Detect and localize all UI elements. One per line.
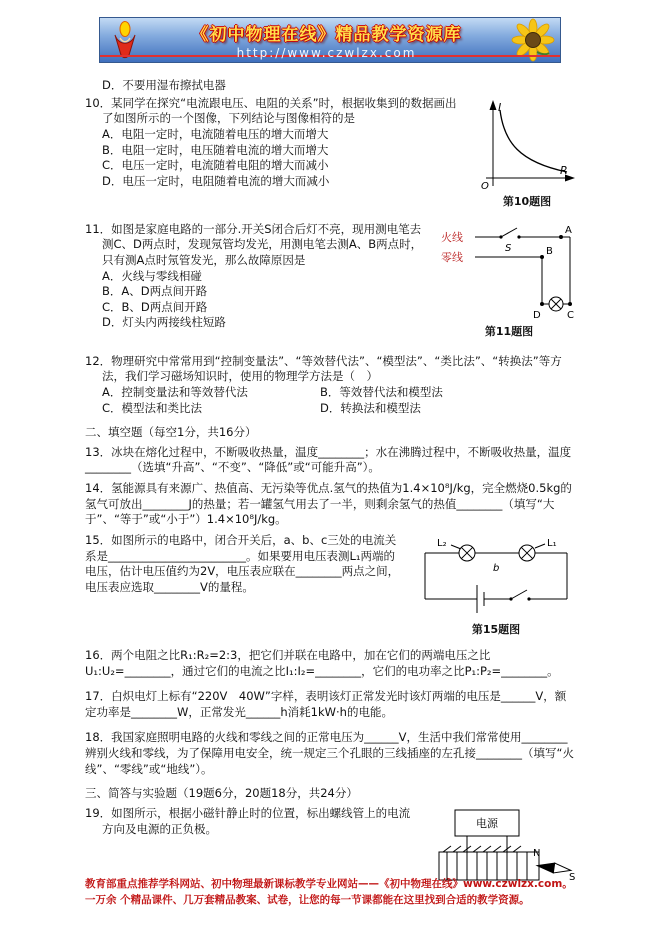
switch-label: S: [505, 242, 512, 254]
question-11-option-b: B．A、D两点间开路: [102, 284, 208, 299]
lamp-l1-label: L₁: [547, 537, 557, 549]
question-10-stem: 10．某同学在探究“电流跟电压、电阻的关系”时，根据收集到的数据画出了如图所示的一个图像，下列结论与图像相符的是: [85, 95, 457, 126]
figure-q15: [415, 535, 577, 638]
household-circuit-diagram: [441, 224, 577, 320]
question-19-text: 19．如图所示，根据小磁针静止时的位置，标出螺线管上的电流方向及电源的正负极。: [85, 805, 411, 836]
question-12-options-row1: [85, 385, 577, 401]
series-circuit-diagram: [415, 535, 577, 617]
iv-curve-graph: [477, 98, 577, 190]
question-11-option-d: D．灯头内两接线柱短路: [102, 315, 226, 330]
point-a-label: A: [565, 224, 572, 236]
footer-line-2: 个精品课件、几万套精品教案、试卷，让您的每一节课都能在这里找到合适的教学资源。: [120, 893, 530, 906]
question-12-options-row2: [85, 401, 577, 417]
exam-body: [85, 78, 577, 906]
question-10-option-c: C．电压一定时，电流随着电阻的增大而减小: [102, 158, 329, 173]
section-3-heading: 三、简答与实验题（19题6分，20题18分，共24分）: [85, 786, 358, 801]
solenoid-coil: [439, 846, 539, 880]
question-16: 16．两个电阻之比R₁:R₂=2:3，把它们并联在电路中，加在它们的两端电压之比 U₁:U₂=________，通过它们的电流之比I₁:I₂=________，它们的电功率之比P₁:P₂=________。: [85, 647, 559, 678]
question-14: 14．氢能源具有来源广、热值高、无污染等优点.氢气的热值为1.4×10⁸J/kg，完全燃烧0.5kg的氢气可放出________J的热量；若一罐氢气用去了一半，则剩余氢气的热值________（填写“大于”、“等于”或“小于”）1.4×10⁸J/kg。: [85, 481, 572, 527]
question-9-option-d: D．不要用湿布擦拭电器: [102, 78, 226, 92]
power-supply-label: 电源: [476, 816, 498, 830]
lamp-l2-label: L₂: [437, 537, 447, 549]
point-b-label: B: [546, 245, 553, 257]
needle-n-label: N: [533, 847, 541, 859]
figure-q10: [477, 98, 577, 211]
figure-q11: [441, 224, 577, 341]
section-2-heading: 二、填空题（每空1分，共16分）: [85, 425, 257, 440]
question-15-text: 15．如图所示的电路中，闭合开关后，a、b、c三处的电流关系是________________________。如果要用电压表测L₁两端的电压，估计电压值约为2V，电压表应联在________两点之间，电压表应选取________V的量程。: [85, 532, 400, 594]
torch-logo-icon: [108, 20, 142, 60]
figure-q11-caption: 第11题图: [484, 325, 534, 339]
live-wire-label: 火线: [441, 230, 463, 244]
point-c-label: C: [567, 309, 574, 320]
question-10-option-d: D．电压一定时，电阻随着电流的增大而减小: [102, 173, 330, 188]
point-b-label: b: [493, 562, 500, 574]
origin-label: O: [481, 180, 489, 190]
question-12-option-b: B．等效替代法和模型法: [320, 384, 443, 399]
question-17: 17．白炽电灯上标有“220V 40W”字样，表明该灯正常发光时该灯两端的电压是______V，额定功率是________W，正常发光______h消耗1kW·h的电能。: [85, 689, 567, 719]
needle-s-label: S: [569, 871, 576, 883]
question-12: [85, 354, 577, 417]
figure-q15-caption: 第15题图: [471, 622, 521, 636]
neutral-wire-label: 零线: [441, 250, 463, 264]
question-12-option-c: C．模型法和类比法: [102, 400, 203, 415]
point-d-label: D: [533, 309, 541, 320]
question-11-stem: 11．如图是家庭电路的一部分.开关S闭合后灯不亮，现用测电笔去测C、D两点时，发现氖管均发光，用测电笔去测A、B两点时，只有测A点时氖管发光，那么故障原因是: [85, 221, 423, 267]
footer-line-1: 教育部重点推荐学科网站、初中物理最新课标教学专业网站——《初中物理在线》www.czwlzx.com。一万余: [85, 878, 573, 906]
figure-q10-caption: 第10题图: [502, 195, 552, 209]
page-footer: [85, 877, 579, 909]
question-13: 13．冰块在熔化过程中，不断吸收热量，温度________；水在沸腾过程中，不断吸收热量，温度________（选填“升高”、“不变”、“降低”或“可能升高”）。: [85, 444, 572, 475]
question-15: [85, 533, 577, 643]
site-url-link[interactable]: http://www.czwlzx.com: [236, 46, 417, 60]
question-10-option-a: A．电阻一定时，电流随着电压的增大而增大: [102, 126, 329, 141]
question-12-stem: 12．物理研究中常常用到“控制变量法”、“等效替代法”、“模型法”、“类比法”、“转换法”等方法，我们学习磁场知识时，使用的物理学方法是（ ）: [85, 353, 562, 384]
question-12-option-d: D．转换法和模型法: [320, 400, 421, 415]
banner-text-block: [142, 20, 511, 60]
question-11: [85, 222, 577, 348]
site-banner: [99, 17, 561, 63]
compass-needle: [536, 861, 571, 876]
question-18: 18．我国家庭照明电路的火线和零线之间的正常电压为______V，生活中我们常常使用________辨别火线和零线，为了保障用电安全，统一规定三个孔眼的三线插座的左孔接________（填写“火线”、“零线”或“地线”）。: [85, 730, 574, 776]
y-axis-label: I: [498, 100, 502, 114]
x-axis-label: R: [560, 163, 568, 177]
question-10: [85, 96, 577, 218]
question-10-option-b: B．电阻一定时，电压随着电流的增大而增大: [102, 142, 329, 157]
site-title: 《初中物理在线》精品教学资源库: [191, 25, 462, 45]
question-11-option-a: A．火线与零线相碰: [102, 268, 202, 283]
question-11-option-c: C．B、D两点间开路: [102, 299, 208, 314]
question-12-option-a: A．控制变量法和等效替代法: [102, 384, 248, 399]
